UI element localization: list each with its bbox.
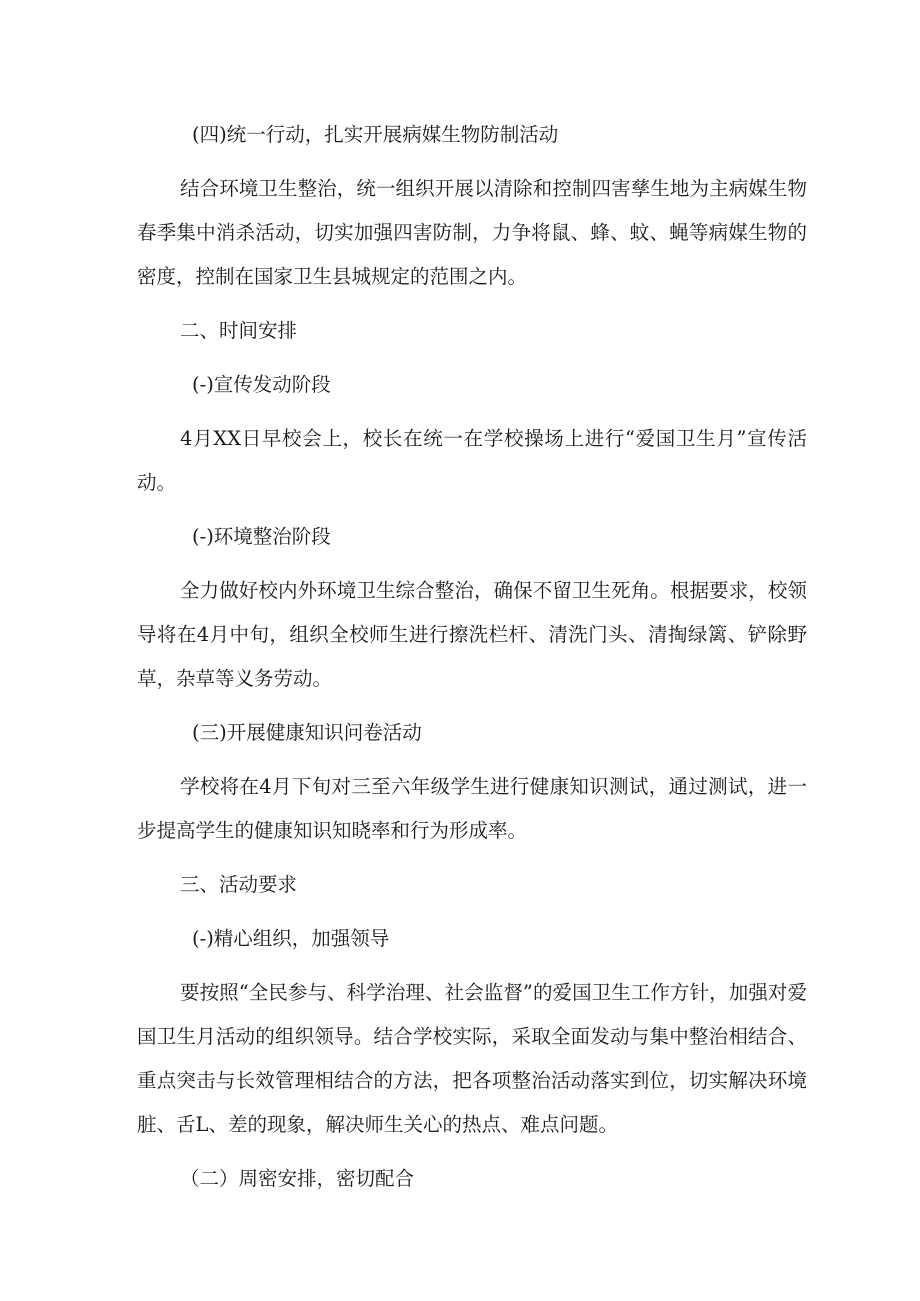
subheading-health-quiz: (三)开展健康知识问卷活动 bbox=[192, 721, 422, 744]
paragraph-health-quiz: 学校将在4月下旬对三至六年级学生进行健康知识测试，通过测试，进一步提高学生的健康知识知晓率和行为形成率。 bbox=[137, 775, 807, 842]
subheading-arrangement: （二）周密安排，密切配合 bbox=[180, 1167, 415, 1190]
paragraph-vector-control: 结合环境卫生整治，统一组织开展以清除和控制四害孳生地为主病媒生物春季集中消杀活动，切实加强四害防制，力争将鼠、蜂、蚊、蝇等病媒生物的密度，控制在国家卫生县城规定的范围之内。 bbox=[137, 177, 807, 288]
subheading-environment-stage: (-)环境整治阶段 bbox=[192, 525, 331, 548]
section-heading-requirements: 三、活动要求 bbox=[180, 873, 298, 896]
paragraph-publicity: 4月XX日早校会上，校长在统一在学校操场上进行“爱国卫生月”宣传活动。 bbox=[137, 427, 807, 494]
paragraph-organization: 要按照“全民参与、科学治理、社会监督”的爱国卫生工作方针，加强对爱国卫生月活动的组织领导。结合学校实际，采取全面发动与集中整治相结合、重点突击与长效管理相结合的方法，把各项整治活动落实到位，切实解决环境脏、舌L、差的现象，解决师生关心的热点、难点问题。 bbox=[137, 981, 807, 1136]
document-body bbox=[137, 113, 807, 1211]
paragraph-environment: 全力做好校内外环境卫生综合整治，确保不留卫生死角。根据要求，校领导将在4月中旬，组织全校师生进行擦洗栏杆、清洗门头、清掏绿篱、铲除野草，杂草等义务劳动。 bbox=[137, 579, 807, 690]
subheading-organization: (-)精心组织，加强领导 bbox=[192, 927, 390, 950]
subheading-publicity-stage: (-)宣传发动阶段 bbox=[192, 373, 331, 396]
section-heading-schedule: 二、时间安排 bbox=[180, 319, 298, 342]
section-heading-4-unified-action: (四)统一行动，扎实开展病媒生物防制活动 bbox=[192, 123, 559, 146]
